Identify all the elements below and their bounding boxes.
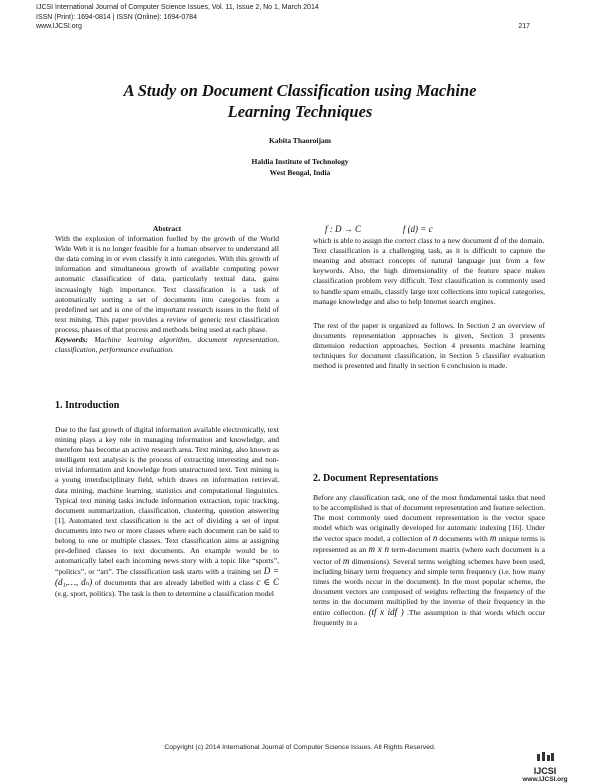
- training-set-formula: D = (d₁,…, dₙ): [55, 566, 279, 588]
- right-paragraph-3: The rest of the paper is organized as follows. In Section 2 an overview of documents representation approaches is given, Section 3 presents dimension reduction approaches, Section 4 presents machine learning techniques for document classification, in Section 5 classifier evaluation method is presented and finally in section 6 conclusion is made.: [313, 320, 545, 371]
- right-p1-text: which is able to assign the correct class to a new document: [313, 236, 493, 246]
- right-p1-end: of the domain.: [500, 236, 545, 246]
- journal-header: [36, 3, 566, 32]
- tfidf-formula: (tf x idf ): [368, 607, 404, 618]
- copyright-footer: Copyright (c) 2014 International Journal of Computer Science Issues. All Rights Reserved.: [164, 744, 436, 751]
- paper-title-line2: Learning Techniques: [227, 102, 373, 121]
- classification-model-formula: [313, 224, 545, 235]
- abstract-heading: Abstract: [152, 224, 182, 233]
- journal-header-line2: ISSN (Print): 1694-0814 | ISSN (Online): 1694-0784: [36, 13, 197, 21]
- docrep-text-a: Before any classification task, one of the most fundamental tasks that need to be accomplished is that of document representation and feature selection. The most commonly used document representation is the vector space model which was originally developed for automatic indexing [16]. Under the vector space model, a collection of: [313, 493, 545, 544]
- logo-url: www.IJCSI.org: [522, 776, 568, 783]
- page-number: 217: [518, 23, 530, 30]
- paper-title: [40, 80, 560, 122]
- intro-paragraph: [55, 425, 279, 599]
- var-m: m: [489, 533, 497, 544]
- docrep-text-c: unique terms is represented as an: [313, 534, 545, 555]
- ijcsi-logo-icon: [535, 751, 555, 761]
- section-1-title: 1. Introduction: [55, 400, 120, 411]
- author-name: Kabita Thaoroijam: [268, 136, 332, 145]
- intro-text-cont: of documents that are already labelled with a class: [94, 578, 254, 588]
- abstract-block: [55, 224, 279, 355]
- author-affiliation: Haldia Institute of Technology: [251, 157, 349, 166]
- author-location: West Bengal, India: [269, 168, 331, 177]
- keywords-text: Machine learning algorithm, document representation, classification, performance evaluation.: [55, 335, 279, 355]
- journal-header-line1: IJCSI International Journal of Computer Science Issues, Vol. 11, Issue 2, No 1, March 2014: [36, 4, 319, 11]
- docrep-text-b: documents with: [439, 534, 488, 544]
- document-variable: d: [493, 235, 499, 246]
- section-1-body: [55, 425, 279, 599]
- docrep-text-e: dimensions). Several terms weighing schemes have been used, including binary term frequency and simple term frequency (i.e. how many times the words occur in the document). In the most popular scheme, the document vectors are composed of weights reflecting the frequency of the terms in the document multiplied by the inverse of their frequency in the entire collection.: [313, 556, 545, 618]
- docrep-text-d: term-document matrix (where each document is a vector of: [313, 545, 545, 566]
- abstract-body: With the explosion of information fuelled by the growth of the World Wide Web it is no longer feasible for a human observer to understand all the data coming in or even classify it into categories. With this growth of information and simultaneous growth of available computing power automatic classification of data, particularly textual data, gains increasingly high importance. Text classification is a task of automatically sorting a set of documents into categories from a predefined set and is one of the important research issues in the field of text mining. This paper provides a review of generic text classification process, phases of that process and methods being used at each phase.: [55, 234, 279, 334]
- section-2-title: 2. Document Representations: [313, 473, 439, 484]
- matrix-dim: m x n: [368, 544, 389, 555]
- right-paragraph-2: Text classification is a challenging task, as it is difficult to capture the meaning and abstract concepts of natural language just from a few keywords. Also, the high dimensionality of the feature space makes classification problem very difficult. Text classification is commonly used to handle spam emails, classify large text collections into topical categories, manage knowledge and also to help Internet search engines.: [313, 246, 545, 306]
- class-formula: c ∈ C: [256, 577, 279, 588]
- section-2-body: [313, 493, 545, 628]
- keywords-label: Keywords:: [55, 335, 88, 345]
- ijcsi-logo: [516, 748, 574, 783]
- intro-text: Due to the fast growth of digital information available electronically, text mining plays a key role in managing information and knowledge, and therefore has become an active research area. Text mining, also known as intelligent text analysis is the process of extracting interesting and non-trivial information and knowledge from unstructured text. Text mining is a young interdisciplinary field, which draws on information retrieval, data mining, machine learning, statistics and computational linguistics. Typical text mining tasks include information extraction, topic tracking, document summarization, classification, clustering, question answering [1]. Automated text classification is the act of dividing a set of input documents into two or more classes where each document can be said to belong to one or multiple classes. Text classification aims at assigning pre-defined classes to text documents. An example would be to automatically label each incoming news story with a topic like “sports”, “politics”, or “art”. The classification task starts with a training set: [55, 425, 279, 577]
- right-paragraph-1: [313, 235, 545, 246]
- formula-assignment: f (d) = c: [402, 224, 433, 234]
- var-m-2: m: [342, 555, 350, 566]
- var-n: n: [432, 533, 438, 544]
- right-column-top: [313, 224, 545, 371]
- docrep-paragraph: [313, 493, 545, 628]
- docrep-text-f: .The assumption is that words which occur frequently in a: [313, 608, 545, 628]
- formula-mapping: f : D → C: [325, 224, 361, 234]
- intro-text-end: (e.g. sport, politics). The task is then to determine a classification model: [55, 588, 274, 598]
- keywords: [55, 335, 279, 355]
- paper-title-line1: A Study on Document Classification using Machine: [123, 81, 477, 100]
- logo-text: IJCSI: [533, 766, 557, 776]
- journal-header-line3: www.IJCSI.org: [36, 23, 82, 30]
